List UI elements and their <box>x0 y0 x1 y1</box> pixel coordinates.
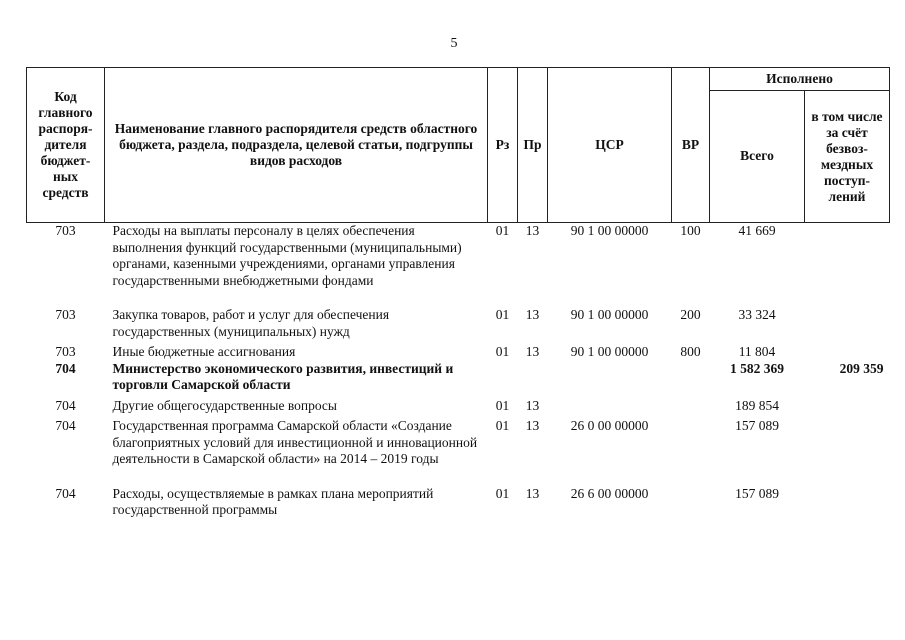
cell-rz: 01 <box>495 397 510 413</box>
cell-free: 209 359 <box>839 360 884 376</box>
table-row <box>27 361 890 398</box>
cell-total: 33 324 <box>738 307 776 322</box>
table-row <box>27 344 890 361</box>
cell-code: 704 <box>55 485 76 501</box>
page-number: 5 <box>450 36 458 51</box>
cell-name: Расходы на выплаты персоналу в целях обеспечения выполнения функций государственными (муниципальными) органами, казенными учреждениями, органами управления государственными внебюджетными фондами <box>112 223 462 288</box>
cell-total: 1 582 369 <box>730 360 784 376</box>
cell-csr <box>548 398 672 419</box>
cell-rz <box>488 361 518 398</box>
header-rz: Рз <box>488 68 518 223</box>
header-name: Наименование главного распорядителя средств областного бюджета, раздела, подраздела, целевой статьи, подгруппы видов расходов <box>105 68 488 223</box>
cell-csr: 26 0 00 00000 <box>570 418 649 433</box>
cell-pr: 13 <box>525 485 540 501</box>
cell-vr: 800 <box>680 344 701 359</box>
cell-name: Закупка товаров, работ и услуг для обеспечения государственных (муниципальных) нужд <box>112 307 390 339</box>
cell-pr: 13 <box>525 418 540 433</box>
budget-table <box>26 67 890 519</box>
cell-rz: 01 <box>495 344 510 359</box>
table-row <box>27 486 890 519</box>
table-row <box>27 223 890 308</box>
cell-free <box>805 344 890 361</box>
cell-csr: 90 1 00 00000 <box>570 307 649 322</box>
cell-total: 189 854 <box>735 397 779 413</box>
cell-csr: 26 6 00 00000 <box>570 485 649 501</box>
cell-vr <box>672 361 710 398</box>
table-row <box>27 418 890 486</box>
table-header <box>27 68 890 223</box>
cell-free <box>805 307 890 344</box>
cell-pr <box>518 361 548 398</box>
cell-free <box>805 223 890 308</box>
cell-code: 704 <box>55 418 76 433</box>
cell-name: Другие общегосударственные вопросы <box>112 397 337 413</box>
cell-code: 704 <box>55 397 76 413</box>
cell-csr <box>548 361 672 398</box>
cell-rz: 01 <box>495 485 510 501</box>
cell-rz: 01 <box>495 418 510 433</box>
cell-vr: 100 <box>680 223 701 238</box>
cell-total: 157 089 <box>735 485 779 501</box>
cell-csr: 90 1 00 00000 <box>570 344 649 359</box>
cell-total: 41 669 <box>738 223 776 238</box>
header-code: Код главного распоря-дителя бюджет-ных средств <box>27 68 105 223</box>
header-free: в том числе за счёт безвоз-мездных поступ-лений <box>805 91 890 223</box>
cell-vr: 200 <box>680 307 701 322</box>
cell-total: 157 089 <box>735 418 779 433</box>
cell-name: Государственная программа Самарской области «Создание благоприятных условий для инвестиционной и инновационной деятельности в Самарской области» на 2014 – 2019 годы <box>112 418 478 466</box>
cell-vr <box>672 418 710 486</box>
cell-pr: 13 <box>525 344 540 359</box>
cell-pr: 13 <box>525 307 540 322</box>
cell-free <box>805 418 890 486</box>
cell-total: 11 804 <box>738 344 776 359</box>
header-csr: ЦСР <box>548 68 672 223</box>
cell-vr <box>672 486 710 519</box>
cell-free <box>805 486 890 519</box>
cell-code: 703 <box>55 307 76 322</box>
table-row <box>27 307 890 344</box>
header-vr: ВР <box>672 68 710 223</box>
cell-code: 703 <box>55 344 76 359</box>
cell-name: Министерство экономического развития, инвестиций и торговли Самарской области <box>112 360 454 392</box>
cell-vr <box>672 398 710 419</box>
cell-name: Расходы, осуществляемые в рамках плана мероприятий государственной программы <box>112 485 434 517</box>
cell-code: 704 <box>55 360 76 376</box>
header-executed: Исполнено <box>710 68 890 91</box>
header-pr: Пр <box>518 68 548 223</box>
cell-rz: 01 <box>495 307 510 322</box>
cell-free <box>805 398 890 419</box>
cell-pr: 13 <box>525 397 540 413</box>
table-row <box>27 398 890 419</box>
header-total: Всего <box>710 91 805 223</box>
cell-pr: 13 <box>525 223 540 238</box>
cell-code: 703 <box>55 223 76 238</box>
cell-name: Иные бюджетные ассигнования <box>112 344 296 359</box>
table-body <box>27 223 890 519</box>
cell-rz: 01 <box>495 223 510 238</box>
cell-csr: 90 1 00 00000 <box>570 223 649 238</box>
